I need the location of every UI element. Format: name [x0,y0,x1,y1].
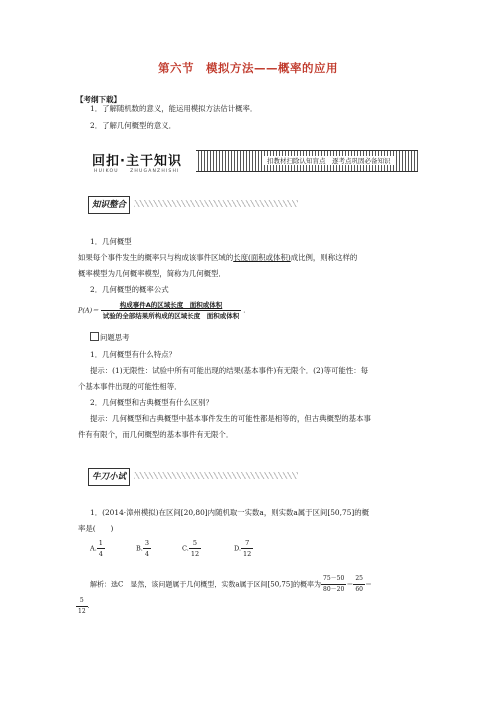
exercise-question: 率是( ) [78,524,114,533]
section-label: 牛刀小试 [88,468,130,486]
exercise-question: 1．(2014·漳州模拟)在区间[20,80]内随机取一实数a，则实数a属于区间[50,75]的概 [90,508,370,517]
answer-line: 件有有限个，而几何概型的基本事件有无限个． [78,430,234,439]
kaogang-item: 1．了解随机数的意义，能运用模拟方法估计概率． [90,104,258,113]
section-header-zhishi [88,196,298,214]
question-box-icon [90,332,99,341]
kaogang-item: 2．了解几何概型的意义． [90,121,177,130]
question-label: 问题思考 [90,332,130,343]
answer-line: 提示：几何概型和古典概型中基本事件发生的可能性都是相等的，但古典概型的基本事 [90,414,371,423]
option-d: D. $\frac{7}{12}$ [234,539,252,558]
answer-line: 个基本事件出现的可能性相等． [78,382,182,391]
paragraph-heading: 2．几何概型的概率公式 [90,285,169,294]
options-row [90,538,280,559]
option-c: C. $\frac{5}{12}$ [182,539,200,558]
banner-tagline: 扣教材扫除认知盲点 逐考点巩固必备知识 [264,156,394,165]
section-banner [78,144,418,176]
answer-line: 提示：(1)无限性：试验中所有可能出现的结果(基本事件)有无限个．(2)等可能性：每 [90,366,368,375]
banner-title: 回扣·主干知识 [92,154,182,169]
solution: 解析：选C 显然，该问题属于几何概型，实数a属于区间[50,75]的概率为 $\frac{75-50}{80-20}$ ＝ $\frac{25}{60}$ ＝ [90,575,372,593]
underlined-term: 长度(面积或体积) [233,253,291,262]
question: 2．几何概型和古典概型有什么区别？ [90,398,213,407]
banner-pinyin: HUIKOU ZHUGANZHISHI [94,169,180,174]
question: 1．几何概型有什么特点？ [90,350,177,359]
probability-formula: P(A)＝ $\frac{\text{构成事件A的区域长度 面积或体积}}{\text{试验的全部结果所构成的区域长度 面积或体积}}$ . [78,301,246,320]
kaogang-heading: 【考纲下载】 [76,95,121,104]
formula-numerator: 构成事件A的区域长度 面积或体积 [101,300,242,311]
paragraph-heading: 1．几何概型 [90,237,132,246]
hatch-decoration [134,200,298,207]
hatch-decoration [134,472,298,479]
section-header-niudao [88,468,298,486]
section-label: 知识整合 [88,196,130,214]
formula-denominator: 试验的全部结果所构成的区域长度 面积或体积 [102,312,240,320]
paragraph: 如果每个事件发生的概率只与构成该事件区域的长度(面积或体积)成比例，则称这样的 [78,253,358,262]
solution-result: $\frac{5}{12}$ . [78,597,90,615]
option-a: A. $\frac{1}{4}$ [90,539,103,558]
paragraph: 概率模型为几何概率模型，简称为几何概型． [78,269,226,278]
option-b: B. $\frac{3}{4}$ [136,539,149,558]
page-title: 第六节 模拟方法——概率的应用 [158,61,338,75]
